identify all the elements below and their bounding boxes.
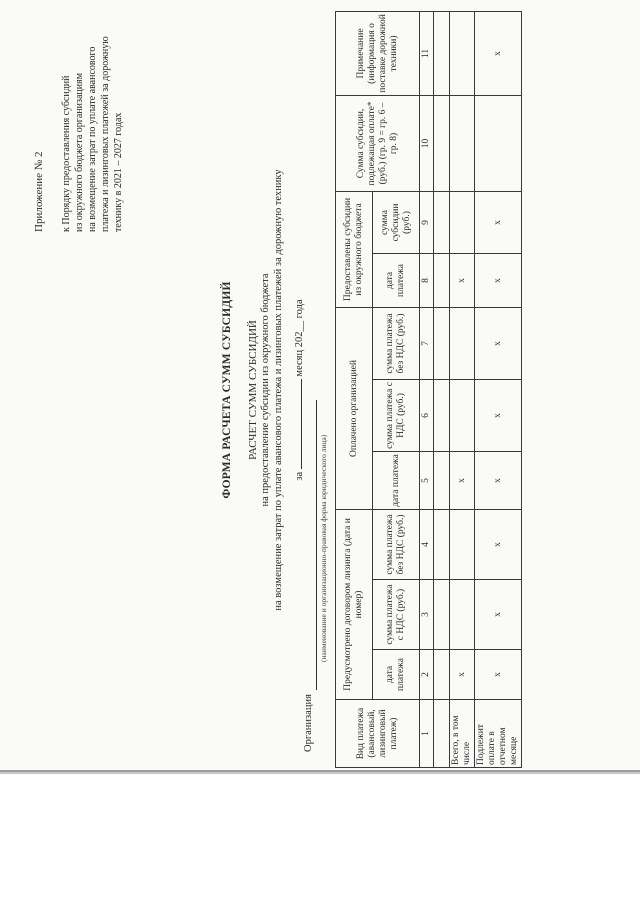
table-cell[interactable] xyxy=(450,307,475,379)
col-payment-type: Вид платежа (авансовый, лизинговый платеж) xyxy=(336,700,420,768)
column-number: 7 xyxy=(420,307,434,379)
table-cell: х xyxy=(450,650,475,700)
sub-date: дата платежа xyxy=(373,253,420,307)
col-subsidy-due: Сумма субсидии, подлежащая оплате* (руб.) (гр. 9 = гр. 6 – гр. 8) xyxy=(336,95,420,191)
period-month-field[interactable] xyxy=(291,379,302,469)
rotated-document xyxy=(1,0,631,780)
table-cell: х xyxy=(475,379,522,451)
table-cell[interactable] xyxy=(434,191,450,253)
column-number: 11 xyxy=(420,11,434,95)
table-cell: х xyxy=(450,253,475,307)
row-label xyxy=(434,700,450,768)
table-cell[interactable] xyxy=(434,379,450,451)
table-cell[interactable] xyxy=(434,509,450,579)
column-number: 6 xyxy=(420,379,434,451)
column-number: 2 xyxy=(420,650,434,700)
table-cell[interactable] xyxy=(450,379,475,451)
table-cell[interactable] xyxy=(434,650,450,700)
table-cell[interactable] xyxy=(434,11,450,95)
column-number: 9 xyxy=(420,191,434,253)
appendix-number: Приложение № 2 xyxy=(33,151,45,232)
column-number: 3 xyxy=(420,580,434,650)
sub-subsidy: сумма субсидии (руб.) xyxy=(373,191,420,253)
sub-date: дата платежа xyxy=(373,650,420,700)
sub-with-vat: сумма платежа с НДС (руб.) xyxy=(373,379,420,451)
form-subtitle: РАСЧЕТ СУММ СУБСИДИЙ xyxy=(247,320,259,460)
period-prefix: за xyxy=(294,471,305,481)
table-row xyxy=(434,11,450,767)
appendix-line: на возмещение затрат по уплате авансового xyxy=(87,46,98,232)
table-cell: х xyxy=(475,509,522,579)
form-purpose-line-2: на возмещение затрат по уплате авансового платежа и лизинговых платежей за дорожную технику xyxy=(273,169,284,611)
table-cell: х xyxy=(450,451,475,509)
appendix-line: к Порядку предоставления субсидий xyxy=(61,75,72,232)
form-title: ФОРМА РАСЧЕТА СУММ СУБСИДИЙ xyxy=(221,281,233,499)
table-cell[interactable] xyxy=(434,253,450,307)
column-number: 8 xyxy=(420,253,434,307)
column-number: 4 xyxy=(420,509,434,579)
period-suffix: месяц 202__ года xyxy=(294,299,305,377)
table-cell: х xyxy=(475,253,522,307)
appendix-line: технику в 2021 – 2027 годах xyxy=(113,112,124,232)
table-cell: х xyxy=(475,451,522,509)
group-contract: Предусмотрено договором лизинга (дата и номер) xyxy=(336,509,373,699)
sub-without-vat: сумма платежа без НДС (руб.) xyxy=(373,509,420,579)
table-cell: х xyxy=(475,307,522,379)
column-number-row xyxy=(420,11,434,767)
table-cell: х xyxy=(475,580,522,650)
row-label: Всего, в том числе xyxy=(450,700,475,768)
appendix-line: из окружного бюджета организациям xyxy=(74,72,85,232)
table-cell[interactable] xyxy=(450,95,475,191)
column-number: 5 xyxy=(420,451,434,509)
sub-with-vat: сумма платежа с НДС (руб.) xyxy=(373,580,420,650)
table-row xyxy=(475,11,522,767)
period-line xyxy=(291,0,305,780)
table-cell[interactable] xyxy=(434,451,450,509)
row-label: Подлежит оплате в отчетном месяце xyxy=(475,700,522,768)
table-cell[interactable] xyxy=(434,307,450,379)
form-purpose-line: на предоставление субсидии из окружного бюджета xyxy=(260,273,271,507)
table-cell: х xyxy=(475,11,522,95)
column-number: 1 xyxy=(420,700,434,768)
subsidy-table xyxy=(335,11,522,768)
organization-field[interactable] xyxy=(316,400,317,690)
table-cell[interactable] xyxy=(450,580,475,650)
appendix-line: платежа и лизинговых платежей за дорожную xyxy=(100,36,111,232)
group-paid: Оплачено организацией xyxy=(336,307,373,509)
table-cell[interactable] xyxy=(434,580,450,650)
table-cell[interactable] xyxy=(434,95,450,191)
column-number: 10 xyxy=(420,95,434,191)
organization-hint: (наименование и организационно-правовая форма юридического лица) xyxy=(319,434,328,662)
table-cell[interactable] xyxy=(450,191,475,253)
sub-without-vat: сумма платежа без НДС (руб.) xyxy=(373,307,420,379)
table-cell[interactable] xyxy=(450,509,475,579)
group-provided: Предоставлены субсидии из окружного бюджета xyxy=(336,191,373,307)
sub-date: дата платежа xyxy=(373,451,420,509)
table-row xyxy=(450,11,475,767)
organization-label: Организация xyxy=(303,694,314,752)
table-cell: х xyxy=(475,191,522,253)
table-cell[interactable] xyxy=(450,11,475,95)
appendix-block xyxy=(33,0,125,232)
table-cell: х xyxy=(475,650,522,700)
table-cell[interactable] xyxy=(475,95,522,191)
col-note: Примечание (информация о поставке дорожной техники) xyxy=(336,11,420,95)
